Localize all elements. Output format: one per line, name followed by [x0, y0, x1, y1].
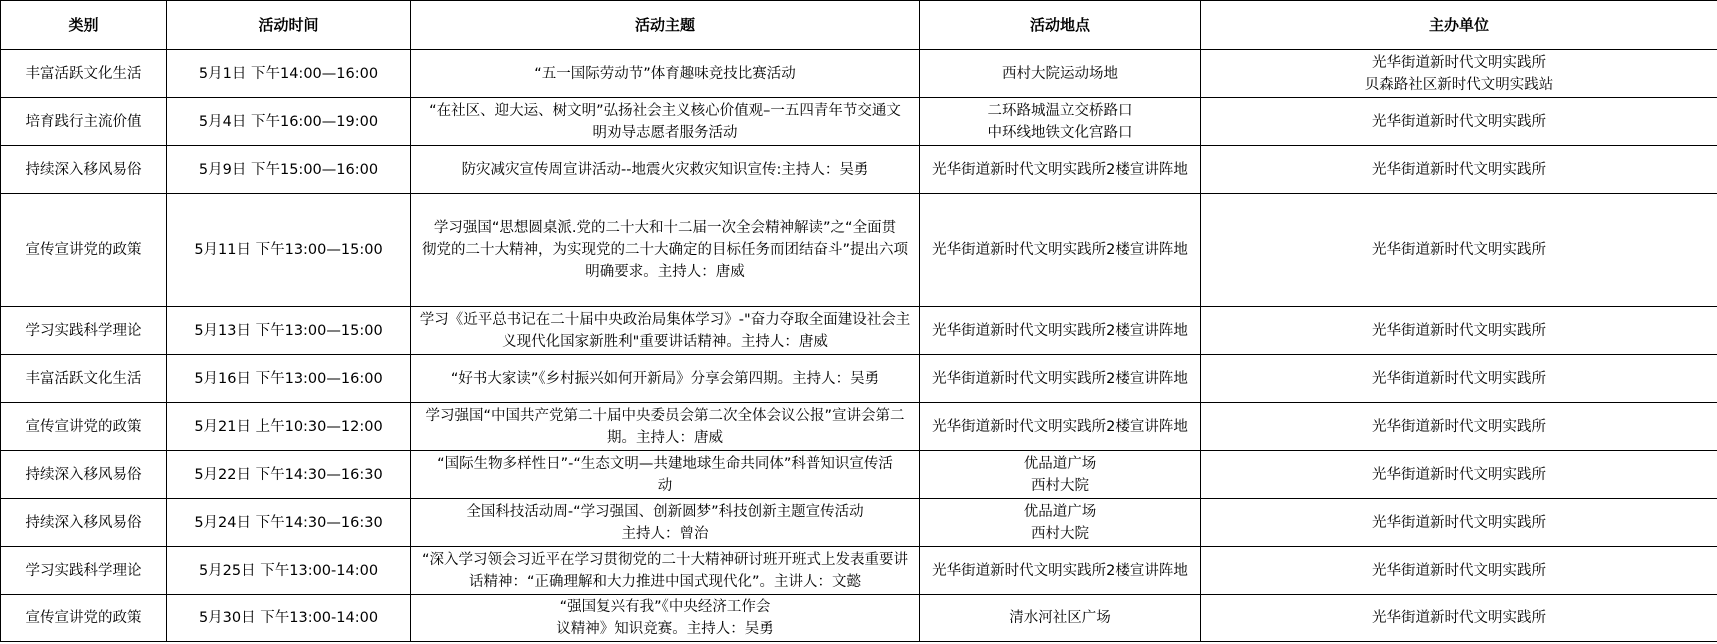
- cell-theme-line: 话精神：“正确理解和大力推进中国式现代化”。主讲人：文懿: [468, 573, 862, 590]
- cell-category: 宣传宣讲党的政策: [1, 595, 167, 642]
- cell-organizer-line: 光华街道新时代文明实践所: [1372, 322, 1546, 339]
- cell-location-line: 西村大院: [1031, 477, 1089, 494]
- cell-theme: [411, 451, 920, 499]
- cell-location: [920, 146, 1201, 194]
- cell-theme-line: 全国科技活动周-“学习强国、创新圆梦”科技创新主题宣传活动: [466, 503, 864, 520]
- cell-theme: [411, 547, 920, 595]
- cell-theme: [411, 403, 920, 451]
- table-row: [1, 146, 1717, 194]
- cell-category: 丰富活跃文化生活: [1, 355, 167, 403]
- cell-theme-line: 明劝导志愿者服务活动: [592, 124, 738, 141]
- cell-category: 宣传宣讲党的政策: [1, 403, 167, 451]
- cell-organizer: [1201, 50, 1717, 98]
- header-row: [1, 1, 1717, 50]
- cell-location-line: 清水河社区广场: [1009, 610, 1111, 626]
- cell-theme: [411, 98, 920, 146]
- cell-location-line: 优品道广场: [1023, 455, 1097, 472]
- header-category: 类别: [1, 1, 167, 50]
- cell-theme: [411, 50, 920, 98]
- cell-location-line: 二环路城温立交桥路口: [987, 102, 1133, 119]
- cell-location: [920, 98, 1201, 146]
- cell-location-line: 光华街道新时代文明实践所2楼宣讲阵地: [932, 242, 1188, 258]
- table-row: [1, 355, 1717, 403]
- cell-category: 学习实践科学理论: [1, 547, 167, 595]
- cell-organizer-line: 光华街道新时代文明实践所: [1372, 562, 1546, 579]
- cell-location: [920, 307, 1201, 355]
- header-location: 活动地点: [920, 1, 1201, 50]
- cell-time: 5月30日 下午13:00-14:00: [167, 595, 411, 642]
- cell-organizer-line: 光华街道新时代文明实践所: [1372, 418, 1546, 435]
- cell-theme: [411, 595, 920, 642]
- cell-time: 5月4日 下午16:00—19:00: [167, 98, 411, 146]
- cell-theme-line: “在社区、迎大运、树文明”弘扬社会主义核心价值观–一五四青年节交通文: [429, 102, 901, 119]
- cell-theme-line: 议精神》知识竞赛。主持人：吴勇: [556, 621, 774, 637]
- cell-location: [920, 451, 1201, 499]
- header-theme: 活动主题: [411, 1, 920, 50]
- cell-theme: [411, 499, 920, 547]
- cell-organizer: [1201, 595, 1717, 642]
- cell-theme-line: “强国复兴有我”《中央经济工作会: [559, 599, 771, 615]
- cell-organizer-line: 贝森路社区新时代文明实践站: [1364, 76, 1554, 93]
- cell-theme-line: “深入学习领会习近平在学习贯彻党的二十大精神研讨班开班式上发表重要讲: [421, 551, 908, 568]
- header-organizer: 主办单位: [1201, 1, 1717, 50]
- cell-organizer-line: 光华街道新时代文明实践所: [1372, 370, 1546, 387]
- cell-organizer-line: 光华街道新时代文明实践所: [1372, 113, 1546, 130]
- cell-location-line: 西村大院运动场地: [1002, 65, 1118, 82]
- cell-location-line: 优品道广场: [1023, 503, 1097, 520]
- cell-organizer-line: 光华街道新时代文明实践所: [1372, 466, 1546, 483]
- cell-theme-line: 防灾减灾宣传周宣讲活动--地震火灾救灾知识宣传:主持人：吴勇: [461, 161, 869, 178]
- cell-organizer-line: 光华街道新时代文明实践所: [1372, 514, 1546, 531]
- cell-theme-line: 明确要求。主持人：唐威: [585, 264, 745, 280]
- table-row: [1, 98, 1717, 146]
- cell-organizer: [1201, 307, 1717, 355]
- cell-theme-line: 学习强国“中国共产党第二十届中央委员会第二次全体会议公报”宣讲会第二: [425, 407, 905, 424]
- cell-theme: [411, 194, 920, 307]
- cell-time: 5月16日 下午13:00—16:00: [167, 355, 411, 403]
- cell-location: [920, 499, 1201, 547]
- table-row: [1, 194, 1717, 307]
- cell-location-line: 光华街道新时代文明实践所2楼宣讲阵地: [932, 161, 1188, 178]
- cell-location: [920, 194, 1201, 307]
- cell-category: 丰富活跃文化生活: [1, 50, 167, 98]
- table-row: [1, 547, 1717, 595]
- cell-theme-line: 主持人：曾治: [621, 525, 709, 542]
- cell-category: 持续深入移风易俗: [1, 499, 167, 547]
- cell-organizer: [1201, 451, 1717, 499]
- table-row: [1, 499, 1717, 547]
- cell-organizer: [1201, 403, 1717, 451]
- table-row: [1, 50, 1717, 98]
- cell-category: 学习实践科学理论: [1, 307, 167, 355]
- cell-location: [920, 355, 1201, 403]
- cell-theme-line: 动: [657, 477, 673, 494]
- cell-organizer: [1201, 98, 1717, 146]
- cell-theme-line: 期。主持人：唐威: [607, 429, 723, 446]
- cell-organizer: [1201, 355, 1717, 403]
- cell-organizer-line: 光华街道新时代文明实践所: [1372, 610, 1546, 626]
- cell-theme-line: “五一国际劳动节”体育趣味竞技比赛活动: [534, 65, 796, 82]
- table-row: [1, 307, 1717, 355]
- cell-location: [920, 403, 1201, 451]
- cell-time: 5月11日 下午13:00—15:00: [167, 194, 411, 307]
- cell-organizer: [1201, 194, 1717, 307]
- cell-location: [920, 547, 1201, 595]
- cell-organizer: [1201, 547, 1717, 595]
- header-time: 活动时间: [167, 1, 411, 50]
- cell-category: 持续深入移风易俗: [1, 146, 167, 194]
- cell-theme: [411, 355, 920, 403]
- cell-time: 5月25日 下午13:00-14:00: [167, 547, 411, 595]
- cell-location-line: 中环线地铁文化宫路口: [987, 124, 1133, 141]
- cell-time: 5月1日 下午14:00—16:00: [167, 50, 411, 98]
- cell-time: 5月9日 下午15:00—16:00: [167, 146, 411, 194]
- table-row: [1, 451, 1717, 499]
- cell-theme: [411, 307, 920, 355]
- cell-theme-line: “国际生物多样性日”-“生态文明—共建地球生命共同体”科普知识宣传活: [437, 455, 893, 472]
- cell-location-line: 光华街道新时代文明实践所2楼宣讲阵地: [932, 562, 1188, 579]
- cell-location: [920, 595, 1201, 642]
- cell-organizer: [1201, 499, 1717, 547]
- cell-location-line: 光华街道新时代文明实践所2楼宣讲阵地: [932, 418, 1188, 435]
- cell-organizer-line: 光华街道新时代文明实践所: [1372, 161, 1546, 178]
- cell-time: 5月24日 下午14:30—16:30: [167, 499, 411, 547]
- cell-location-line: 光华街道新时代文明实践所2楼宣讲阵地: [932, 370, 1188, 387]
- cell-organizer-line: 光华街道新时代文明实践所: [1372, 54, 1546, 71]
- cell-theme-line: 学习《近平总书记在二十届中央政治局集体学习》-"奋力夺取全面建设社会主: [419, 311, 911, 328]
- cell-time: 5月21日 上午10:30—12:00: [167, 403, 411, 451]
- cell-location-line: 光华街道新时代文明实践所2楼宣讲阵地: [932, 322, 1188, 339]
- cell-category: 培育践行主流价值: [1, 98, 167, 146]
- cell-location: [920, 50, 1201, 98]
- cell-theme-line: “好书大家读”《乡村振兴如何开新局》分享会第四期。主持人：吴勇: [450, 370, 880, 387]
- cell-organizer: [1201, 146, 1717, 194]
- table-row: [1, 595, 1717, 642]
- cell-location-line: 西村大院: [1031, 525, 1089, 542]
- cell-category: 持续深入移风易俗: [1, 451, 167, 499]
- cell-theme-line: 彻党的二十大精神，为实现党的二十大确定的目标任务而团结奋斗”提出六项: [421, 242, 908, 258]
- cell-theme: [411, 146, 920, 194]
- cell-theme-line: 义现代化国家新胜利"重要讲话精神。主持人：唐威: [502, 333, 828, 350]
- cell-theme-line: 学习强国“思想圆桌派.党的二十大和十二届一次全会精神解读”之“全面贯: [433, 220, 897, 236]
- cell-time: 5月22日 下午14:30—16:30: [167, 451, 411, 499]
- table-body: [1, 50, 1717, 642]
- cell-time: 5月13日 下午13:00—15:00: [167, 307, 411, 355]
- cell-category: 宣传宣讲党的政策: [1, 194, 167, 307]
- table-row: [1, 403, 1717, 451]
- cell-organizer-line: 光华街道新时代文明实践所: [1372, 242, 1546, 258]
